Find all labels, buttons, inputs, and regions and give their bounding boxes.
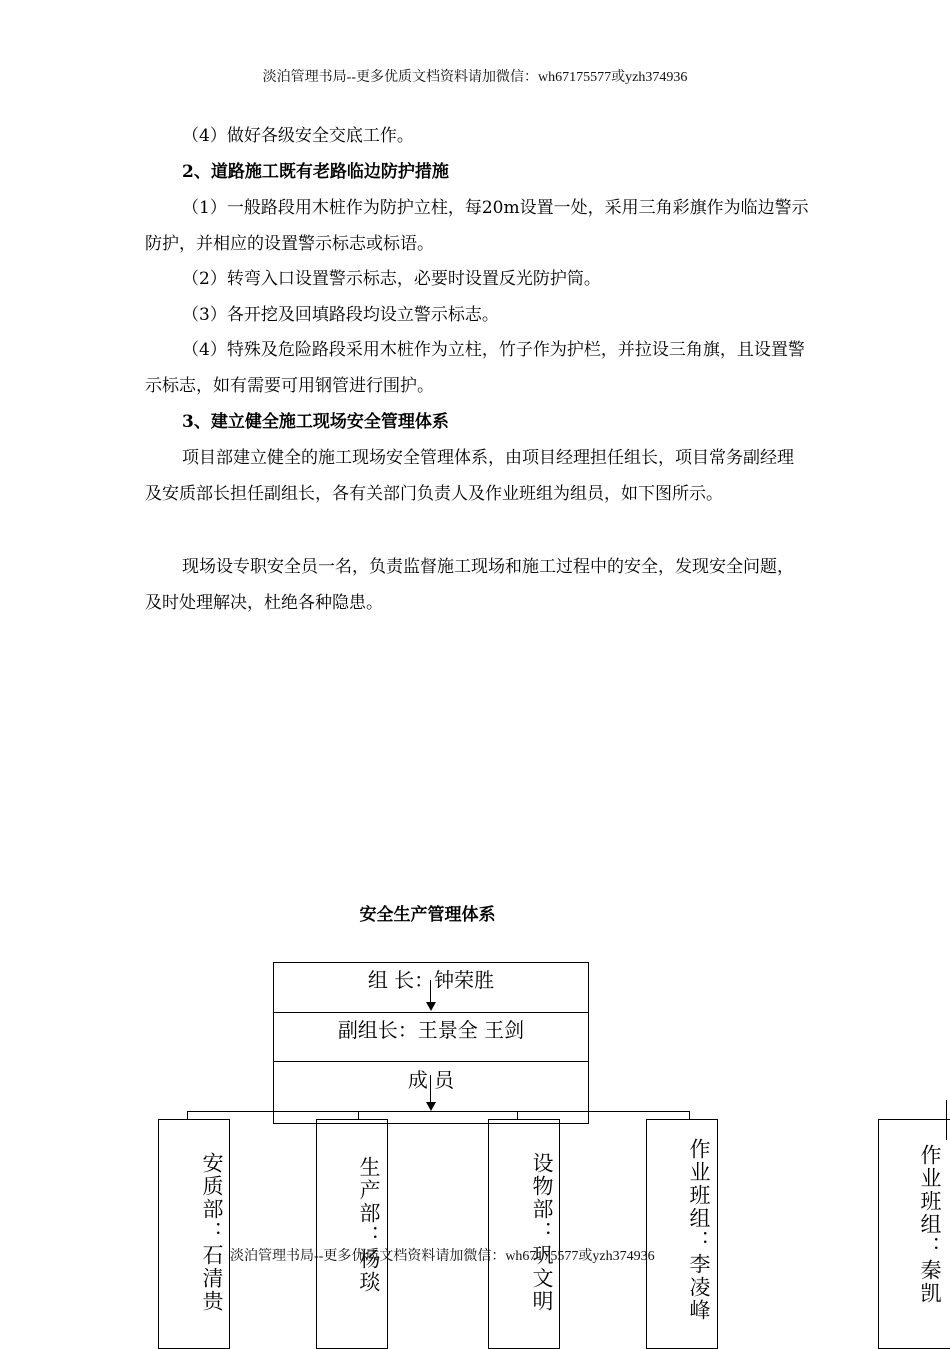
body-paragraph: （2）转弯入口设置警示标志，必要时设置反光防护筒。 (182, 269, 601, 289)
arrow-line (430, 980, 431, 1002)
arrow-down-icon (426, 1102, 436, 1111)
body-paragraph: （3）各开挖及回填路段均设立警示标志。 (182, 305, 499, 325)
section-heading: 3、建立健全施工现场安全管理体系 (182, 412, 449, 432)
connector-drop (946, 1100, 947, 1140)
department-label: 安质部：石清贵 (200, 1152, 224, 1313)
body-paragraph: 现场设专职安全员一名，负责监督施工现场和施工过程中的安全，发现安全问题，及时处理解决，杜绝各种隐患。 (145, 557, 794, 613)
department-label: 生产部：杨琰 (357, 1156, 381, 1294)
department-label: 作业班组：秦凯 (918, 1144, 942, 1305)
page-header: 淡泊管理书局--更多优质文档资料请加微信：wh67175577或yzh374936 (262, 70, 688, 85)
body-paragraph: （4）做好各级安全交底工作。 (182, 126, 414, 146)
deputy-label: 副组长：王景全 王剑 (337, 1018, 525, 1042)
department-label: 设物部：巩文明 (530, 1152, 554, 1313)
department-label: 作业班组：李凌峰 (687, 1138, 711, 1322)
section-heading: 2、道路施工既有老路临边防护措施 (182, 162, 449, 182)
connector-line (187, 1111, 689, 1112)
body-paragraph: 项目部建立健全的施工现场安全管理体系，由项目经理担任组长，项目常务副经理及安质部长担任副组长，各有关部门负责人及作业班组为组员，如下图所示。 (145, 448, 794, 504)
arrow-down-icon (426, 1002, 436, 1011)
arrow-line (430, 1075, 431, 1102)
body-paragraph: （4）特殊及危险路段采用木桩作为立柱，竹子作为护栏，并拉设三角旗，且设置警示标志，如有需要可用钢管进行围护。 (145, 340, 805, 396)
body-paragraph: （1）一般路段用木桩作为防护立柱，每20m设置一处，采用三角彩旗作为临边警示防护，并相应的设置警示标志或标语。 (145, 198, 809, 254)
leader-label: 组 长：钟荣胜 (367, 968, 495, 992)
org-chart-title: 安全生产管理体系 (359, 905, 496, 925)
row-divider (273, 1012, 589, 1013)
row-divider (273, 1061, 589, 1062)
watermark: 淡泊管理书局--更多优质文档资料请加微信：wh67175577或yzh374936 (230, 1249, 655, 1264)
members-label: 成 员 (407, 1068, 455, 1092)
